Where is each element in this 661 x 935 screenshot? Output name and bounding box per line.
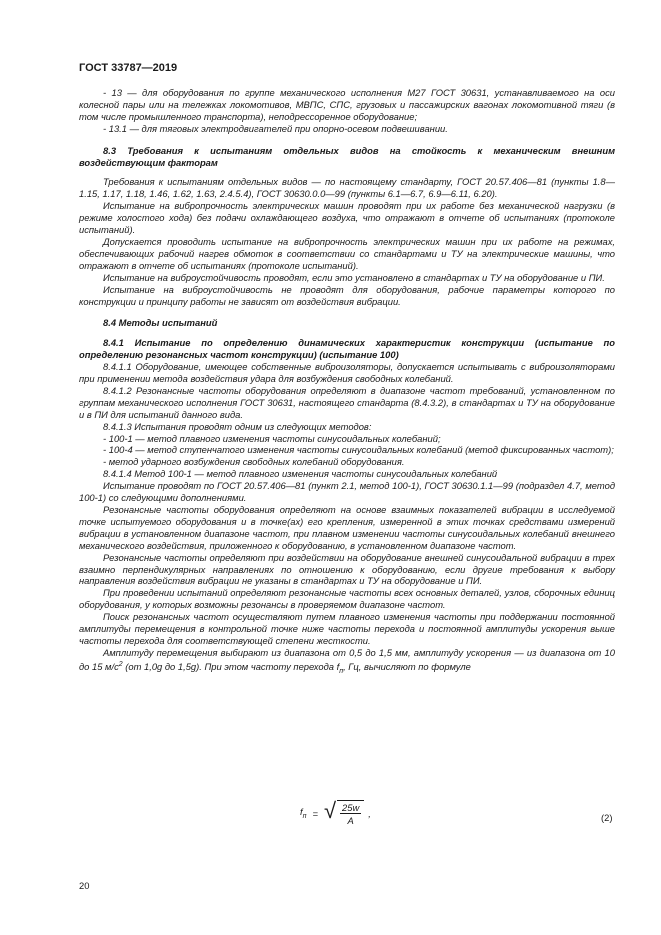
sqrt-icon: √ xyxy=(323,798,337,823)
formula-comma: , xyxy=(368,807,371,819)
paragraph: Резонансные частоты определяют при воздействии на оборудование внешней синусоидальной вибрации в трех взаимно перпендикулярных направлениях по отношению к оборудованию, если другие требования к выбору направления воздействия вибрации не указаны в стандартах и ТУ на оборудование и ПИ. xyxy=(79,551,615,587)
paragraph: При проведении испытаний определяют резонансные частоты всех основных деталей, узлов, сборочных единиц оборудования, у которых возможны резонансы в проверяемом диапазоне частот. xyxy=(79,587,615,611)
paragraph: Допускается проводить испытание на вибропрочность электрических машин при их работе на режимах, обеспечивающих рабочий нагрев обмоток в соответствии со стандартами и ТУ на электрические машины, что отражают в отчете об испытаниях (протоколе испытаний). xyxy=(79,235,615,271)
document-body xyxy=(79,87,615,678)
list-item: - 100-1 — метод плавного изменения частоты синусоидальных колебаний; xyxy=(103,432,441,444)
formula-lhs-symbol: f xyxy=(300,806,303,818)
paragraph: - 13.1 — для тяговых электродвигателей при опорно-осевом подвешивании. xyxy=(103,122,448,134)
paragraph: 8.4.1.4 Метод 100-1 — метод плавного изменения частоты синусоидальных колебаний xyxy=(103,468,498,480)
symbol-f: f xyxy=(336,660,340,672)
text: (от 1,0g до 1,5g). При этом частоту перехода xyxy=(122,660,337,672)
formula-2 xyxy=(300,800,371,826)
subscript: п xyxy=(339,667,344,675)
section-heading-8-4-1: 8.4.1 Испытание по определению динамических характеристик конструкции (испытание по определению резонансных частот конструкции) (испытание 100) xyxy=(79,337,615,361)
superscript: 2 xyxy=(118,660,123,668)
fraction xyxy=(337,800,364,826)
paragraph: Резонансные частоты оборудования определяют на основе взаимных показателей вибрации в исследуемой точке испытуемого оборудования и в точке(ах) его крепления, измеренной в этих точках средствами измерений вибрации в установленном диапазоне частот, при плавном изменении частоты синусоидальных колебаний внешнего механического воздействия, приложенного к оборудованию, в установленном диапазоне частот. xyxy=(79,504,615,551)
equation-number: (2) xyxy=(601,812,613,823)
paragraph: Поиск резонансных частот осуществляют путем плавного изменения частоты при поддержании постоянной амплитуды перемещения в контрольной точке ниже частоты перехода и постоянной амплитуды ускорения выше частоты перехода для соответствующей степени жесткости. xyxy=(79,611,615,646)
section-heading-8-4: 8.4 Методы испытаний xyxy=(103,317,218,329)
paragraph: - 13 — для оборудования по группе механического исполнения М27 ГОСТ 30631, устанавливаемого на оси колесной пары или на тележках локомотивов, МВПС, СПС, грузовых и пассажирских вагонах локомотивной тяги (в том числе промышленного транспорта), неподрессоренное оборудование; xyxy=(79,87,615,122)
paragraph: Испытание проводят по ГОСТ 20.57.406—81 (пункт 2.1, метод 100-1), ГОСТ 30630.1.1—99 (подраздел 4.7, метод 100-1) со следующими дополнениями. xyxy=(79,480,615,504)
page-number: 20 xyxy=(79,880,90,891)
document-header: ГОСТ 33787—2019 xyxy=(79,62,178,74)
text: Амплитуду перемещения выбирают из диапазона от 0,5 до 1,5 мм, амплитуду ускорения — из диапазона от 10 до 15 м/с xyxy=(79,646,615,672)
section-heading-8-3: 8.3 Требования к испытаниям отдельных видов на стойкость к механическим внешним воздействующим факторам xyxy=(79,144,615,168)
paragraph: Испытание на виброустойчивость не проводят для оборудования, рабочие параметры которого по конструкции и принципу работы не зависят от воздействия вибрации. xyxy=(79,283,615,307)
fraction-numerator: 25w xyxy=(342,802,360,813)
paragraph: Требования к испытаниям отдельных видов — по настоящему стандарту, ГОСТ 20.57.406—81 (пункты 1.8—1.15, 1.17, 1.18, 1.46, 1.62, 1.63, 2.4.5.4), ГОСТ 30630.0.0—99 (пункты 6.1—6.7, 6.9—6.11, 6.20). xyxy=(79,176,615,200)
fraction-denominator: A xyxy=(347,815,354,826)
text: , Гц, вычисляют по формуле xyxy=(343,660,471,672)
list-item: - метод ударного возбуждения свободных колебаний оборудования. xyxy=(103,456,405,468)
formula-lhs-subscript: п xyxy=(302,812,307,820)
formula-equals: = xyxy=(312,807,318,819)
paragraph: 8.4.1.3 Испытания проводят одним из следующих методов: xyxy=(103,420,372,432)
paragraph: Испытание на вибропрочность электрических машин проводят при их работе без механической нагрузки (в режиме холостого хода) без подачи охлаждающего воздуха, что отражают в отчете об испытаниях (протоколе испытаний). xyxy=(79,200,615,236)
paragraph: 8.4.1.1 Оборудование, имеющее собственные виброизоляторы, допускается испытывать с виброизоляторами при применении метода воздействия удара для возбуждения свободных колебаний. xyxy=(79,361,615,385)
list-item: - 100-4 — метод ступенчатого изменения частоты синусоидальных колебаний (метод фиксированных частот); xyxy=(103,444,614,456)
sqrt-sign xyxy=(324,800,364,826)
paragraph xyxy=(79,647,615,678)
paragraph: 8.4.1.2 Резонансные частоты оборудования определяют в диапазоне частот требований, установленном по группам механического исполнения ГОСТ 30631, настоящего стандарта (8.4.3.2), в стандартах и ТУ на оборудование и в ПИ для испытаний данного вида. xyxy=(79,384,615,420)
formula-lhs xyxy=(300,806,306,820)
paragraph: Испытание на виброустойчивость проводят, если это установлено в стандартах и ТУ на оборудование и ПИ. xyxy=(103,271,605,283)
